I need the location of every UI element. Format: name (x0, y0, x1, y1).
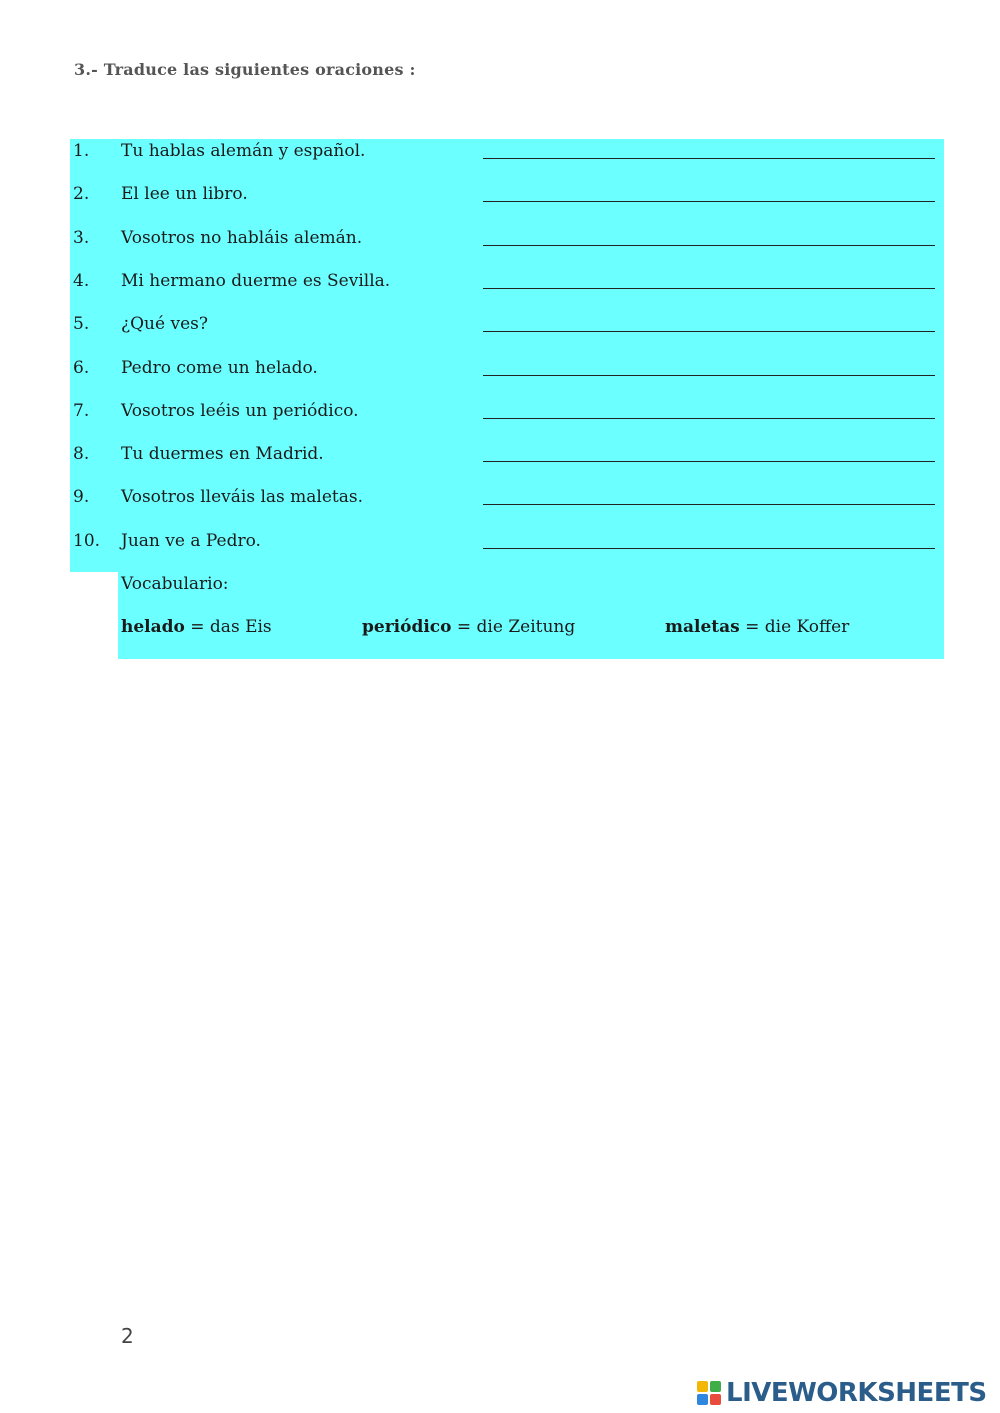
answer-line[interactable] (483, 201, 935, 202)
sentence-text: Tu duermes en Madrid. (121, 444, 324, 464)
brand-watermark[interactable] (696, 1376, 987, 1410)
vocabulary-entry (362, 615, 575, 639)
sentence-number: 9. (73, 487, 90, 507)
sentence-number: 3. (73, 228, 90, 248)
sentence-number: 10. (73, 531, 101, 551)
vocabulary-entry (121, 615, 272, 639)
sentence-number: 6. (73, 358, 90, 378)
page-number: 2 (121, 1324, 134, 1348)
vocabulary-word: helado (121, 617, 185, 637)
sentence-text: Pedro come un helado. (121, 358, 318, 378)
sentence-row (0, 529, 1000, 559)
sentence-number: 1. (73, 141, 90, 161)
vocabulary-title: Vocabulario: (121, 574, 229, 594)
sentence-text: El lee un libro. (121, 184, 248, 204)
vocabulary-word: periódico (362, 617, 452, 637)
answer-line[interactable] (483, 245, 935, 246)
sentence-number: 4. (73, 271, 90, 291)
sentence-text: ¿Qué ves? (121, 314, 208, 334)
sentence-text: Mi hermano duerme es Sevilla. (121, 271, 391, 291)
answer-line[interactable] (483, 375, 935, 376)
sentence-row (0, 356, 1000, 386)
sentence-text: Vosotros leéis un periódico. (121, 401, 359, 421)
answer-line[interactable] (483, 548, 935, 549)
sentence-number: 8. (73, 444, 90, 464)
sentence-row (0, 182, 1000, 212)
liveworksheets-logo-icon (696, 1380, 722, 1406)
sentence-row (0, 485, 1000, 515)
answer-line[interactable] (483, 504, 935, 505)
answer-line[interactable] (483, 158, 935, 159)
answer-line[interactable] (483, 331, 935, 332)
brand-name: LIVEWORKSHEETS (726, 1378, 987, 1408)
answer-line[interactable] (483, 461, 935, 462)
sentence-text: Tu hablas alemán y español. (121, 141, 366, 161)
vocabulary-word: maletas (665, 617, 740, 637)
sentence-text: Vosotros no habláis alemán. (121, 228, 363, 248)
sentence-text: Juan ve a Pedro. (121, 531, 261, 551)
vocabulary-translation: = das Eis (184, 617, 272, 637)
sentence-number: 2. (73, 184, 90, 204)
vocabulary-translation: = die Koffer (739, 617, 850, 637)
answer-line[interactable] (483, 288, 935, 289)
answer-line[interactable] (483, 418, 935, 419)
sentence-row (0, 269, 1000, 299)
sentence-row (0, 399, 1000, 429)
sentence-row (0, 312, 1000, 342)
sentence-row (0, 139, 1000, 169)
sentence-number: 5. (73, 314, 90, 334)
vocabulary-translation: = die Zeitung (451, 617, 576, 637)
vocabulary-entry (665, 615, 849, 639)
exercise-heading: 3.- Traduce las siguientes oraciones : (74, 60, 416, 79)
sentence-number: 7. (73, 401, 90, 421)
sentence-row (0, 226, 1000, 256)
sentence-row (0, 442, 1000, 472)
sentence-text: Vosotros lleváis las maletas. (121, 487, 364, 507)
